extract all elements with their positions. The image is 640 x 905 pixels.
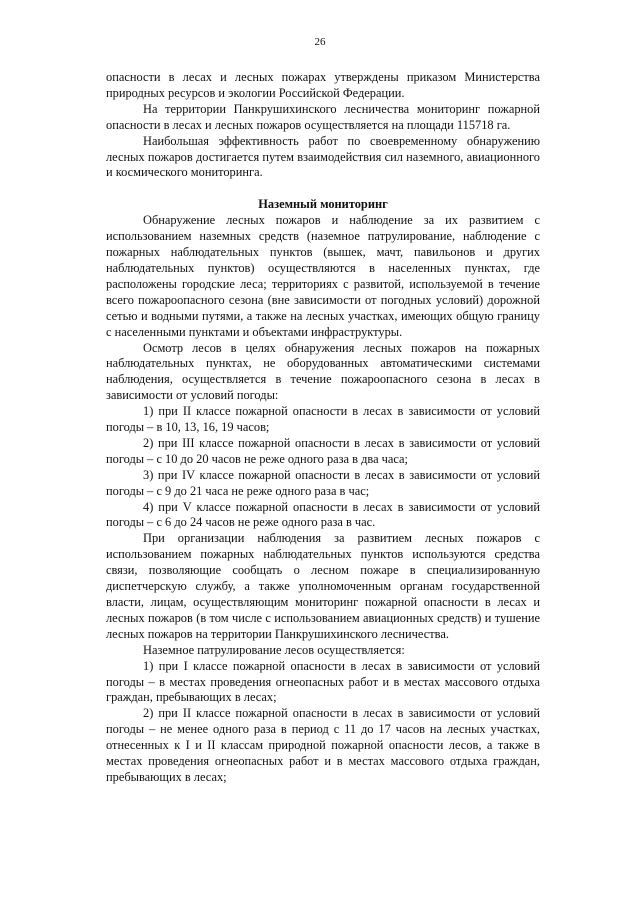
list-item: 1) при I классе пожарной опасности в лесах в зависимости от условий погоды – в местах проведения огнеопасных работ и в местах массового отдыха граждан, пребывающих в лесах; <box>106 658 540 705</box>
page-number: 26 <box>314 36 326 48</box>
list-item: 1) при II классе пожарной опасности в лесах в зависимости от условий погоды – в 10, 13, 16, 19 часов; <box>106 404 540 435</box>
list-item: 3) при IV классе пожарной опасности в лесах в зависимости от условий погоды – с 9 до 21 часа не реже одного раза в час; <box>106 467 540 498</box>
list-item: 2) при II классе пожарной опасности в лесах в зависимости от условий погоды – не менее одного раза в период с 11 до 17 часов на лесных участках, отнесенных к I и II классам природной пожарной опасности лесов, а также в местах проведения огнеопасных работ и в местах массового отдыха граждан, пребывающих в лесах; <box>106 706 540 784</box>
paragraph: При организации наблюдения за развитием лесных пожаров с использованием пожарных наблюдательных пунктов используются средства связи, позволяющие сообщать о лесном пожаре в специализированную диспетчерскую службу, а также уполномоченным органам государственной власти, лицам, осуществляющим мониторинг пожарной опасности в лесах и лесных пожаров (в том числе с использованием авиационных средств) и тушение лесных пожаров на территории Панкрушихинского лесничества. <box>106 531 540 641</box>
paragraph: Осмотр лесов в целях обнаружения лесных пожаров на пожарных наблюдательных пунктах, не оборудованных автоматическими системами наблюдения, осуществляется в течение пожароопасного сезона в лесах в зависимости от условий погоды: <box>106 340 540 403</box>
paragraph: Наибольшая эффективность работ по своевременному обнаружению лесных пожаров достигается путем взаимодействия сил наземного, авиационного и космического мониторинга. <box>106 133 540 180</box>
paragraph: Наземное патрулирование лесов осуществляется: <box>143 642 405 657</box>
paragraph: Обнаружение лесных пожаров и наблюдение за их развитием с использованием наземных средств (наземное патрулирование, наблюдение с пожарных наблюдательных пунктов (вышек, мачт, павильонов и других наблюдательных пунктов) осуществляются в населенных пунктах, где расположены городские леса; территориях с развитой, используемой в течение всего пожароопасного сезона (вне зависимости от погодных условий) дорожной сетью и водными путями, а также на лесных участках, имеющих общую границу с населенными пунктами и объектами инфраструктуры. <box>106 213 540 339</box>
paragraph: опасности в лесах и лесных пожарах утверждены приказом Министерства природных ресурсов и экологии Российской Федерации. <box>106 70 540 100</box>
list-item: 4) при V классе пожарной опасности в лесах в зависимости от условий погоды – с 6 до 24 часов не реже одного раза в час. <box>106 499 540 530</box>
section-heading: Наземный мониторинг <box>258 197 388 212</box>
paragraph: На территории Панкрушихинского лесничества мониторинг пожарной опасности в лесах и лесных пожаров осуществляется на площади 115718 га. <box>106 101 540 132</box>
document-body <box>106 70 540 786</box>
list-item: 2) при III классе пожарной опасности в лесах в зависимости от условий погоды – с 10 до 20 часов не реже одного раза в два часа; <box>106 435 540 466</box>
